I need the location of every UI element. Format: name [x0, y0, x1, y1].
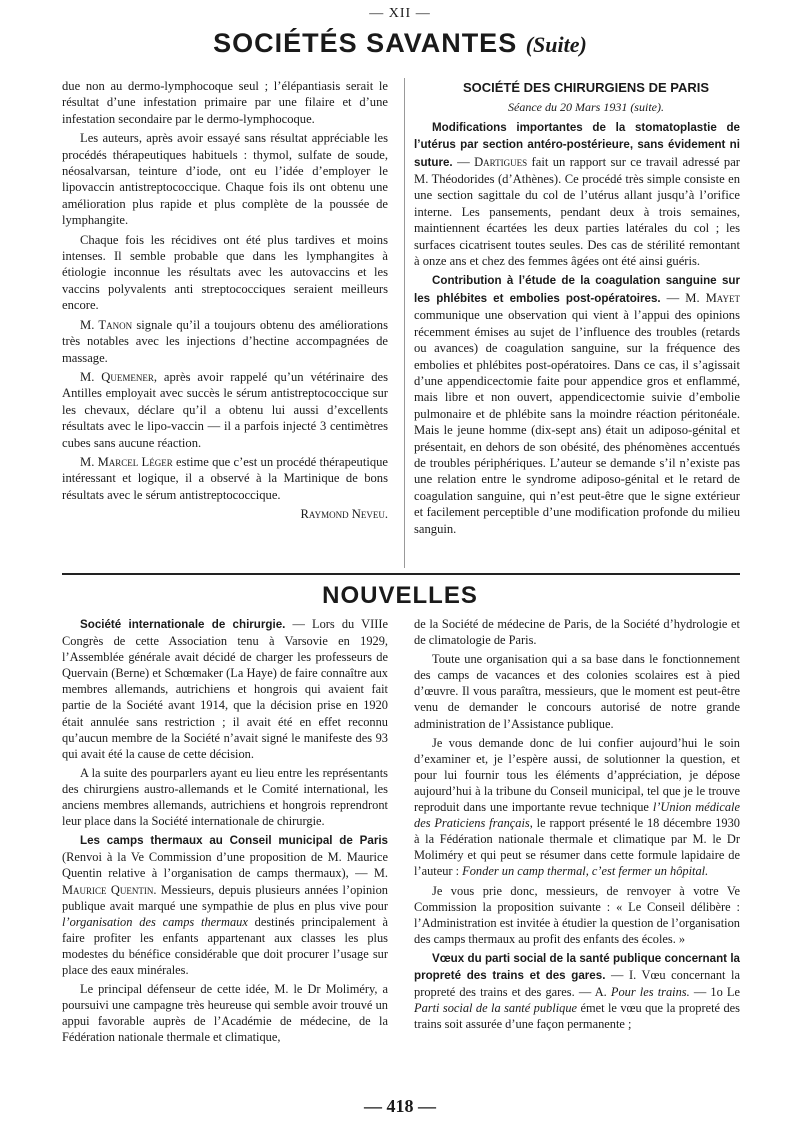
- session-subtitle: Séance du 20 Mars 1931 (suite).: [508, 100, 664, 115]
- article: [414, 272, 740, 537]
- paragraph: [62, 317, 388, 366]
- paragraph: Chaque fois les récidives ont été plus tardives et moins intenses. Il semble probable que dans les lymphangites à étiologie inconnue les résultats avec les autovaccins et les vaccins polyvalents anti streptococciques seraient meilleurs encore.: [62, 232, 388, 313]
- paragraph: due non au dermo-lymphocoque seul ; l’élépantiasis serait le résultat d’une infestation primaire par une filaire et d’une infestation secondaire par le dermo-lymphocoque.: [62, 79, 388, 126]
- article-title: Modifications importantes de la stomatoplastie de l’utérus par section antéro-postérieure, sans évidement ni suture.: [414, 120, 740, 169]
- dash: — M.: [348, 866, 388, 881]
- section-title-suite: (Suite): [525, 32, 587, 57]
- nouvelles-left-column: [62, 616, 388, 1048]
- news-item: [414, 950, 740, 1032]
- news-text: — Lors du VIIIe Congrès de cette Association tenu à Varsovie en 1929, l’Assemblée générale avait décidé de charger les professeurs de Quervain (Berne) et Schœmaker (La Haye) de faire connaître aux membres allemands, autrichiens et hongrois qui avaient fait partie de la Société avant 1914, que la décision prise en 1920 était annulée sans restriction ; il avait été en effet reconnu qu’aucun membre de la Société n’avait signé le manifeste des 93 qui avait été la cause de cette décision.: [62, 617, 388, 761]
- dash: —: [452, 154, 475, 169]
- italic-text: l’organisation des camps thermaux: [62, 914, 248, 929]
- article-title: Contribution à l’étude de la coagulation sanguine sur les phlébites et embolies post-opératoires.: [414, 274, 740, 305]
- paragraph: Le principal défenseur de cette idée, M. le Dr Moliméry, a poursuivi une campagne très heureuse qui semble avoir trouvé un appui favorable auprès de l’Académie de médecine, de la Fédération nationale thermale et climatique,: [62, 982, 388, 1045]
- nouvelles-right-column: [414, 616, 740, 1035]
- author-name: Mayet: [705, 290, 740, 305]
- author-name: M. Marcel Léger: [80, 454, 173, 469]
- news-item: [62, 616, 388, 762]
- news-title: Vœux du parti social de la santé publique concernant la propreté des trains et des gares.: [414, 951, 740, 982]
- news-text: . Messieurs, depuis plusieurs années l’opinion publique avait marqué une sympathie de plus en plus vive pour: [62, 882, 388, 913]
- society-heading: SOCIÉTÉ DES CHIRURGIENS DE PARIS: [462, 80, 710, 95]
- signature: Raymond Neveu.: [300, 507, 388, 522]
- section-divider: [62, 573, 740, 575]
- nouvelles-title: NOUVELLES: [322, 582, 478, 609]
- paragraph-text: estime que c’est un procédé thérapeutique intéressant et logique, il a observé à la Martinique de bons résultats avec le sérum antistreptococcique.: [62, 454, 388, 502]
- section-title: [0, 28, 800, 59]
- page-roman-numeral: — XII —: [369, 6, 431, 21]
- paragraph-text: signale qu’il a toujours obtenu des améliorations très notables avec les injections d’hectine accompagnées de massage.: [62, 317, 388, 365]
- paragraph: A la suite des pourparlers ayant eu lieu entre les représentants des chirurgiens austro-allemands et le Comité international, les anciens membres allemands, autrichiens et hongrois reprendront leur place dans la Société internationale de chirurgie.: [62, 765, 388, 829]
- article: [414, 119, 740, 270]
- paragraph: de la Société de médecine de Paris, de la Société d’hydrologie et de climatologie de Paris.: [414, 617, 740, 648]
- paragraph: [62, 454, 388, 503]
- news-text: — I. Vœu concernant la propreté des trains et des gares. — A.: [414, 967, 740, 1000]
- news-text: (Renvoi à la Ve Commission d’une proposition de M. Maurice Quentin relative à l’organisation de camps thermaux),: [62, 850, 388, 881]
- column-divider: [404, 78, 405, 568]
- paragraph: Toute une organisation qui a sa base dans le fonctionnement des camps de vacances et des colonies scolaires est à pied d’œuvre. Il vous paraîtra, messieurs, que le moment est peut-être venu de demander le concours autorisé de notre grande administration de l’Assistance publique.: [414, 652, 740, 731]
- article-text: communique une observation qui vient à l’appui des opinions récemment émises au sujet de l’influence des troubles (retards ou avances) de coagulation sanguine, sur la fréquence des embolies et phlébites post-opératoires. Dans ce cas, il s’agissait d’une appendicectomie faite pour appendice gros et enflammé, mais libre et non ouvert, appendicectomie suivie d’embolie pulmonaire et de phlébite sans la moindre réaction péritonéale. Mais le jeune homme (dix-sept ans) était un adiposo-génital et présentait, en dehors de son obésité, des phénomènes accentués de troubles périphériques. L’auteur se demande s’il n’existe pas une relation entre le syndrome adiposo-génital et le retard de coagulation sanguine, qui n’est peut-être que le signe extérieur et facilement perceptible d’une modification profonde du milieu sanguin.: [414, 308, 740, 536]
- paragraph-text: , le rapport présenté le 18 décembre 1930 à la Fédération nationale thermale et climatique par M. le Dr Moliméry et qui peut se résumer dans cette formule lapidaire de l’auteur :: [414, 816, 740, 879]
- author-name: Maurice Quentin: [62, 882, 154, 897]
- news-item: [62, 832, 388, 978]
- news-title: Société internationale de chirurgie.: [80, 618, 286, 631]
- italic-text: Pour les trains.: [610, 985, 690, 1000]
- author-name: M. Quemener: [80, 369, 154, 384]
- italic-text: Parti social de la santé publique: [414, 1001, 578, 1016]
- news-title: Les camps thermaux au Conseil municipal de Paris: [80, 834, 388, 848]
- paragraph-text: , après avoir rappelé qu’un vétérinaire des Antilles employait avec succès le sérum antistreptococcique sur les chevaux, déclare qu’il a obtenu lui aussi d’excellents résultats avec le lipo-vaccin — il a parfois injecté 3 centimètres cubes sans aucune réaction.: [62, 369, 388, 450]
- paragraph: Je vous prie donc, messieurs, de renvoyer à votre Ve Commission la proposition suivante : « Le Conseil délibère : l’Administration est invitée à étudier la question de l’organisation des camps thermaux au profit des enfants des écoles. »: [414, 883, 740, 946]
- paragraph: [414, 735, 740, 880]
- paragraph: [62, 369, 388, 451]
- dash: — M.: [660, 290, 706, 305]
- article-text: fait un rapport sur ce travail adressé par M. Théodorides (d’Athènes). Ce procédé très simple consiste en une section sagittale du col de l’utérus allant jusqu’à l’orifice interne. Les pansements, pendant deux à trois semaines, maintiennent écartées les deux parties latérales du col ; les surfaces cicatrisent toutes seules. Des cas de stérilité remontant à onze ans et chez des femmes âgées ont été ainsi guéris.: [414, 154, 740, 269]
- news-text: émet le vœu que la propreté des trains soit assurée d’une façon permanente ;: [414, 1001, 740, 1032]
- italic-text: l’Union médicale des Praticiens français: [414, 800, 740, 831]
- paragraph-text: Je vous demande donc de lui confier aujourd’hui le soin d’examiner et, je l’espère aussi, de solutionner la question, et pour lui fournir tous les éléments d’appréciation, je dépose aujourd’hui à la tribune du Conseil municipal, tel que je le trouve reproduit dans une importante revue technique: [414, 735, 740, 815]
- page-number: — 418 —: [364, 1096, 436, 1116]
- right-column-top: [414, 80, 740, 540]
- author-name: Dartigues: [474, 154, 528, 169]
- section-title-text: SOCIÉTÉS SAVANTES: [213, 28, 518, 58]
- paragraph: Les auteurs, après avoir essayé sans résultat appréciable les procédés thérapeutiques habituels : thymol, sulfate de soude, néosalvarsan, teinture d’iode, ont eu l’idée d’employer le lipovaccin antistreptococcique. Chaque fois ils ont obtenu une amélioration plus rapide et plus complète de la poussée de lymphangite.: [62, 131, 388, 228]
- author-name: M. Tanon: [80, 317, 133, 332]
- italic-text: Fonder un camp thermal, c’est fermer un hôpital.: [462, 864, 709, 879]
- news-text: destinés principalement à faire profiter les enfants appartenant aux classes les plus modestes du bénéfice considérable que doit procurer l’usage sur place des eaux minérales.: [62, 914, 388, 977]
- left-column-top: [62, 78, 388, 526]
- news-text: — 1o Le: [689, 985, 740, 1000]
